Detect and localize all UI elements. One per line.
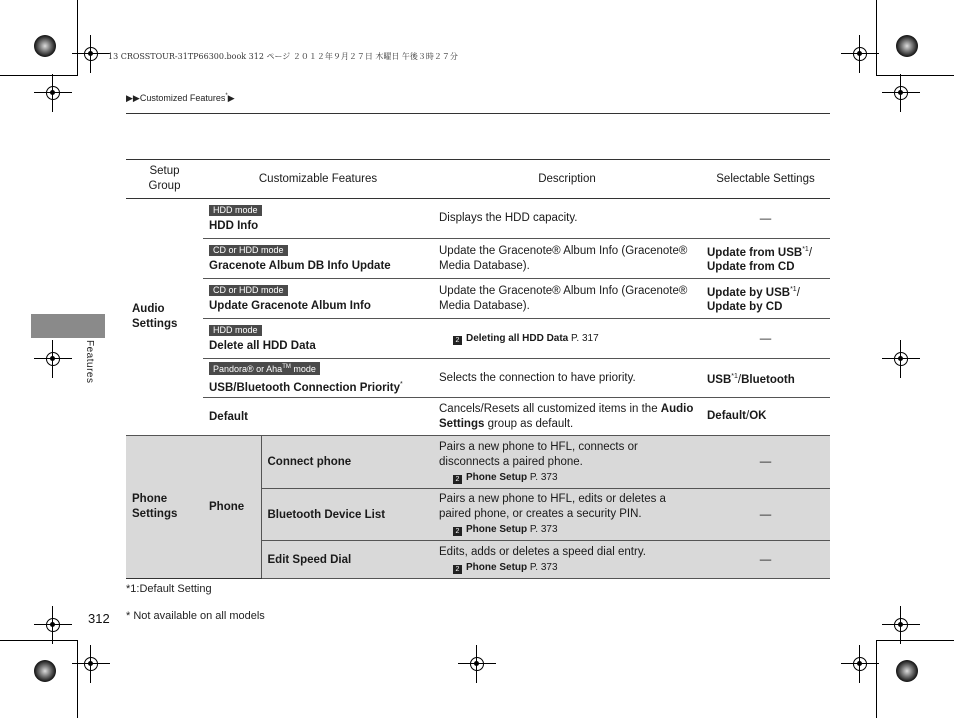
footnote-ref: *1 <box>790 285 797 293</box>
crop-mark <box>876 0 877 76</box>
feature-name: Update Gracenote Album Info <box>209 300 371 312</box>
feature-cell <box>203 239 433 279</box>
trademark-mark: TM <box>282 363 291 370</box>
crop-mark <box>876 75 954 76</box>
mode-badge: HDD mode <box>209 325 262 336</box>
reference-title: Phone Setup <box>466 524 528 535</box>
reference-title: Deleting all HDD Data <box>466 333 569 344</box>
audio-settings-group: Audio Settings <box>126 199 203 436</box>
breadcrumb-link[interactable]: Customized Features <box>139 93 226 103</box>
crosshair-icon <box>849 43 871 65</box>
crop-mark <box>876 640 954 641</box>
setting-separator: / <box>745 410 750 422</box>
description-cell <box>433 319 701 359</box>
footnote-ref: *1 <box>731 372 738 380</box>
phone-settings-group: Phone Settings <box>126 436 203 579</box>
settings-cell <box>701 359 830 398</box>
feature-name: Edit Speed Dial <box>261 541 433 579</box>
availability-mark: * <box>400 380 403 388</box>
section-label: Features <box>84 340 95 384</box>
mode-badge: HDD mode <box>209 205 262 216</box>
setting-option: USB <box>707 373 732 386</box>
registration-mark-icon <box>34 35 56 57</box>
description-text: group as default. <box>484 417 574 430</box>
feature-name: HDD Info <box>209 220 259 232</box>
reference-page: P. 373 <box>529 471 558 483</box>
reference-arrow-icon: 2 <box>453 565 462 574</box>
header-rule <box>126 113 830 114</box>
description-text: Edits, adds or deletes a speed dial entry. <box>439 545 646 558</box>
feature-name <box>209 378 427 395</box>
registration-mark-icon <box>34 660 56 682</box>
feature-cell <box>203 319 433 359</box>
mode-badge-text: Pandora® or Aha <box>213 363 283 374</box>
reference-page: P. 373 <box>529 524 558 535</box>
feature-cell <box>203 359 433 398</box>
reference-arrow-icon: 2 <box>453 527 462 536</box>
crosshair-icon <box>890 82 912 104</box>
table-row <box>126 279 830 319</box>
crosshair-icon <box>42 348 64 370</box>
crosshair-icon <box>80 43 102 65</box>
cross-reference-link[interactable] <box>439 561 695 575</box>
feature-cell <box>203 279 433 319</box>
header-description: Description <box>433 160 701 199</box>
table-row <box>126 398 830 436</box>
footnote-availability: * Not available on all models <box>126 610 265 622</box>
settings-cell: — <box>701 199 830 239</box>
page-number: 312 <box>88 611 110 626</box>
description-text: Pairs a new phone to HFL, connects or disconnects a paired phone. <box>439 440 638 468</box>
feature-name: Bluetooth Device List <box>261 489 433 541</box>
setting-option: Update from USB <box>707 246 803 259</box>
crop-mark <box>0 75 78 76</box>
settings-cell <box>701 398 830 436</box>
footnote-default-setting: *1:Default Setting <box>126 583 212 595</box>
feature-cell <box>203 199 433 239</box>
table-row <box>126 199 830 239</box>
mode-badge: CD or HDD mode <box>209 245 288 256</box>
setting-option: Update by CD <box>707 301 783 314</box>
settings-cell: — <box>701 436 830 489</box>
setting-option: Bluetooth <box>741 373 795 386</box>
header-selectable-settings: Selectable Settings <box>701 160 830 199</box>
crosshair-icon <box>849 653 871 675</box>
breadcrumb-tail-icon: ▶ <box>227 93 235 103</box>
reference-title: Phone Setup <box>466 561 528 573</box>
section-tab <box>31 314 105 338</box>
breadcrumb[interactable] <box>126 93 235 104</box>
settings-cell: — <box>701 541 830 579</box>
table-row <box>126 359 830 398</box>
description-emphasis: Audio Settings <box>439 402 694 430</box>
mode-badge <box>209 362 320 375</box>
setting-separator: / <box>796 286 800 299</box>
setting-option: Update by USB <box>707 286 791 299</box>
crosshair-icon <box>42 82 64 104</box>
reference-page: P. 373 <box>529 561 558 573</box>
crop-mark <box>77 0 78 76</box>
table-header-row <box>126 160 830 199</box>
setting-separator: / <box>737 373 742 386</box>
description-cell <box>433 489 701 541</box>
crop-mark <box>876 640 877 718</box>
cross-reference-link[interactable] <box>439 523 695 537</box>
registration-mark-icon <box>896 660 918 682</box>
mode-badge-text: mode <box>290 363 316 374</box>
description-cell <box>433 398 701 436</box>
crosshair-icon <box>466 653 488 675</box>
description-cell: Update the Gracenote® Album Info (Gracenote® Media Database). <box>433 239 701 279</box>
description-cell: Displays the HDD capacity. <box>433 199 701 239</box>
header-customizable-features: Customizable Features <box>203 160 433 199</box>
feature-name: Delete all HDD Data <box>209 340 316 352</box>
crosshair-icon <box>42 614 64 636</box>
registration-mark-icon <box>896 35 918 57</box>
setting-option: Update from CD <box>707 261 795 274</box>
settings-cell: — <box>701 319 830 359</box>
reference-arrow-icon: 2 <box>453 475 462 484</box>
cross-reference-link[interactable] <box>439 471 695 485</box>
crop-mark <box>77 640 78 718</box>
description-cell <box>433 436 701 489</box>
reference-arrow-icon: 2 <box>453 336 462 345</box>
crosshair-icon <box>80 653 102 675</box>
setting-separator: / <box>808 246 813 259</box>
cross-reference-link[interactable] <box>439 332 695 346</box>
description-cell <box>433 541 701 579</box>
breadcrumb-star: * <box>225 93 228 99</box>
description-text: Pairs a new phone to HFL, edits or deletes a paired phone, or creates a security PIN. <box>439 493 666 520</box>
reference-page: P. 317 <box>571 333 599 344</box>
print-header: 13 CROSSTOUR-31TP66300.book 312 ページ ２０１２年９月２７日 木曜日 午後３時２７分 <box>108 52 458 61</box>
setting-option: OK <box>749 410 767 422</box>
feature-name: Gracenote Album DB Info Update <box>209 260 391 272</box>
mode-badge: CD or HDD mode <box>209 285 288 296</box>
setting-option: Default <box>707 410 746 422</box>
feature-name: Connect phone <box>261 436 433 489</box>
table-row <box>126 319 830 359</box>
crop-mark <box>0 640 78 641</box>
breadcrumb-arrow-icon: ▶▶ <box>126 93 140 103</box>
crosshair-icon <box>890 348 912 370</box>
reference-title: Phone Setup <box>466 471 528 483</box>
feature-text: USB/Bluetooth Connection Priority <box>209 381 401 394</box>
phone-subgroup: Phone <box>203 436 261 579</box>
table-row <box>126 436 830 489</box>
table-row <box>126 239 830 279</box>
description-cell: Selects the connection to have priority. <box>433 359 701 398</box>
description-cell: Update the Gracenote® Album Info (Gracenote® Media Database). <box>433 279 701 319</box>
footnote-ref: *1 <box>802 245 809 253</box>
customized-features-table <box>126 159 830 579</box>
crosshair-icon <box>890 614 912 636</box>
settings-cell <box>701 279 830 319</box>
feature-name: Default <box>203 398 433 436</box>
settings-cell <box>701 239 830 279</box>
description-text: Cancels/Resets all customized items in the <box>439 402 661 415</box>
header-setup-group: Setup Group <box>126 160 203 199</box>
settings-cell: — <box>701 489 830 541</box>
